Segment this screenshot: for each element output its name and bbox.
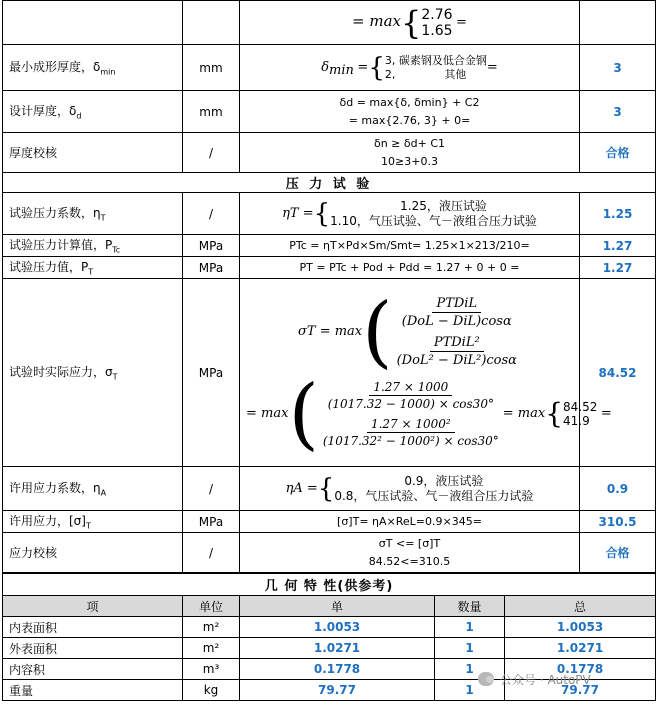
unit-cell: mm: [183, 91, 240, 133]
formula-cell: [σ]T= ηA×ReL=0.9×345=: [240, 511, 580, 533]
geometry-header-row: [3, 596, 656, 617]
geo-single: 1.0271: [240, 638, 435, 659]
formula-cell: ηA ={ 0.9，液压试验 0.8，气压试验、气－液组合压力试验: [240, 467, 580, 511]
geo-unit: kg: [183, 680, 240, 701]
result-cell: 1.25: [580, 193, 656, 235]
geo-total: 0.1778: [505, 659, 656, 680]
unit-cell: /: [183, 467, 240, 511]
row-allow-stress: [3, 511, 656, 533]
formula-cell: σT <= [σ]T 84.52<=310.5: [240, 533, 580, 573]
geo-unit: m²: [183, 638, 240, 659]
unit-cell: MPa: [183, 257, 240, 279]
header-item: 项: [3, 596, 183, 617]
row-min-thickness: [3, 45, 656, 91]
header-single: 单: [240, 596, 435, 617]
formula-cell: δn ≥ δd+ C1 10≥3+0.3: [240, 133, 580, 173]
section-title: 压 力 试 验: [3, 173, 656, 193]
result-cell: 310.5: [580, 511, 656, 533]
formula-cell: δd = max{δ, δmin} + C2 = max{2.76, 3} + 0=: [240, 91, 580, 133]
unit-cell: mm: [183, 45, 240, 91]
geo-item: 重量: [3, 680, 183, 701]
watermark-text: 公众号 · AutoPV: [500, 672, 591, 687]
unit-cell: /: [183, 193, 240, 235]
result-cell: 0.9: [580, 467, 656, 511]
row-stress-check: [3, 533, 656, 573]
section-pressure-test: [3, 173, 656, 193]
row-label: 厚度校核: [3, 133, 183, 173]
row-label: 许用应力，$[\sigma]_T$: [3, 511, 183, 533]
geo-unit: m²: [183, 617, 240, 638]
row-top-max: [3, 1, 656, 45]
row-label: 许用应力系数，$\eta_A$: [3, 467, 183, 511]
result-cell: 3: [580, 45, 656, 91]
top-formula: = max{ 2.76 1.65 =: [240, 1, 580, 45]
result-cell: 1.27: [580, 257, 656, 279]
table-row: [3, 638, 656, 659]
unit-cell: MPa: [183, 511, 240, 533]
sigma-definition: σT = max( $\frac{\text{PTDiL}}{\text{(DoL − DiL)cosα}}$ $\frac{\text{PTDiL²}}{\text{(DoL² − DiL²)cosα}}$: [298, 286, 517, 377]
geo-qty: 1: [435, 638, 505, 659]
row-design-thickness: [3, 91, 656, 133]
formula-cell: $\delta_{min}$ ={ 3, 碳素钢及低合金钢 2, 其他 =: [240, 45, 580, 91]
wechat-icon: [478, 672, 494, 686]
result-cell: 1.27: [580, 235, 656, 257]
geo-single: 79.77: [240, 680, 435, 701]
geo-item: 外表面积: [3, 638, 183, 659]
table-row: [3, 617, 656, 638]
row-actual-stress: [3, 279, 656, 467]
unit-cell: MPa: [183, 279, 240, 467]
row-label: 应力校核: [3, 533, 183, 573]
geo-total: 79.77: [505, 680, 656, 701]
header-qty: 数量: [435, 596, 505, 617]
calc-table: [2, 0, 656, 573]
geo-total: 1.0053: [505, 617, 656, 638]
row-test-coeff: [3, 193, 656, 235]
row-label: 试验时实际应力，$\sigma_T$: [3, 279, 183, 467]
geo-single: 1.0053: [240, 617, 435, 638]
row-allow-coeff: [3, 467, 656, 511]
formula-cell: PTc = ηT×Pd×Sm/Smt= 1.25×1×213/210=: [240, 235, 580, 257]
result-cell: 84.52: [580, 279, 656, 467]
formula-cell: ηT ={ 1.25，液压试验 1.10，气压试验、气－液组合压力试验: [240, 193, 580, 235]
unit-cell: /: [183, 533, 240, 573]
header-unit: 单位: [183, 596, 240, 617]
row-test-calc: [3, 235, 656, 257]
header-total: 总: [505, 596, 656, 617]
row-label: 试验压力系数，$\eta_T$: [3, 193, 183, 235]
geo-total: 1.0271: [505, 638, 656, 659]
row-label: 最小成形厚度，$\delta_{min}$: [3, 45, 183, 91]
result-cell: 合格: [580, 133, 656, 173]
row-label: 设计厚度，$\delta_d$: [3, 91, 183, 133]
geo-single: 0.1778: [240, 659, 435, 680]
watermark: [478, 668, 658, 690]
section-geometry: [3, 574, 656, 596]
geo-item: 内容积: [3, 659, 183, 680]
geo-qty: 1: [435, 617, 505, 638]
geo-unit: m³: [183, 659, 240, 680]
formula-cell: [240, 279, 612, 467]
geo-qty: 1: [435, 680, 505, 701]
section-title: 几 何 特 性(供参考): [3, 574, 656, 596]
calculation-sheet: [2, 0, 655, 706]
sigma-evaluation: = max( $\frac{1.27 \times 1000}{(1017.32 - 1000) \times \cos 30^\circ}$ $\frac{\text{1.27 × 1000²}}{\text{(1017.32² − 1000²) × cos30°}}$ = max{ 84.52 41.9 =: [246, 368, 612, 459]
row-thickness-check: [3, 133, 656, 173]
formula-cell: PT = PTc + Pod + Pdd = 1.27 + 0 + 0 =: [240, 257, 580, 279]
result-cell: 合格: [580, 533, 656, 573]
geo-qty: 1: [435, 659, 505, 680]
unit-cell: MPa: [183, 235, 240, 257]
result-cell: 3: [580, 91, 656, 133]
row-label: 试验压力计算值，$P_{Tc}$: [3, 235, 183, 257]
geo-item: 内表面积: [3, 617, 183, 638]
row-test-value: [3, 257, 656, 279]
unit-cell: /: [183, 133, 240, 173]
row-label: 试验压力值，$P_T$: [3, 257, 183, 279]
